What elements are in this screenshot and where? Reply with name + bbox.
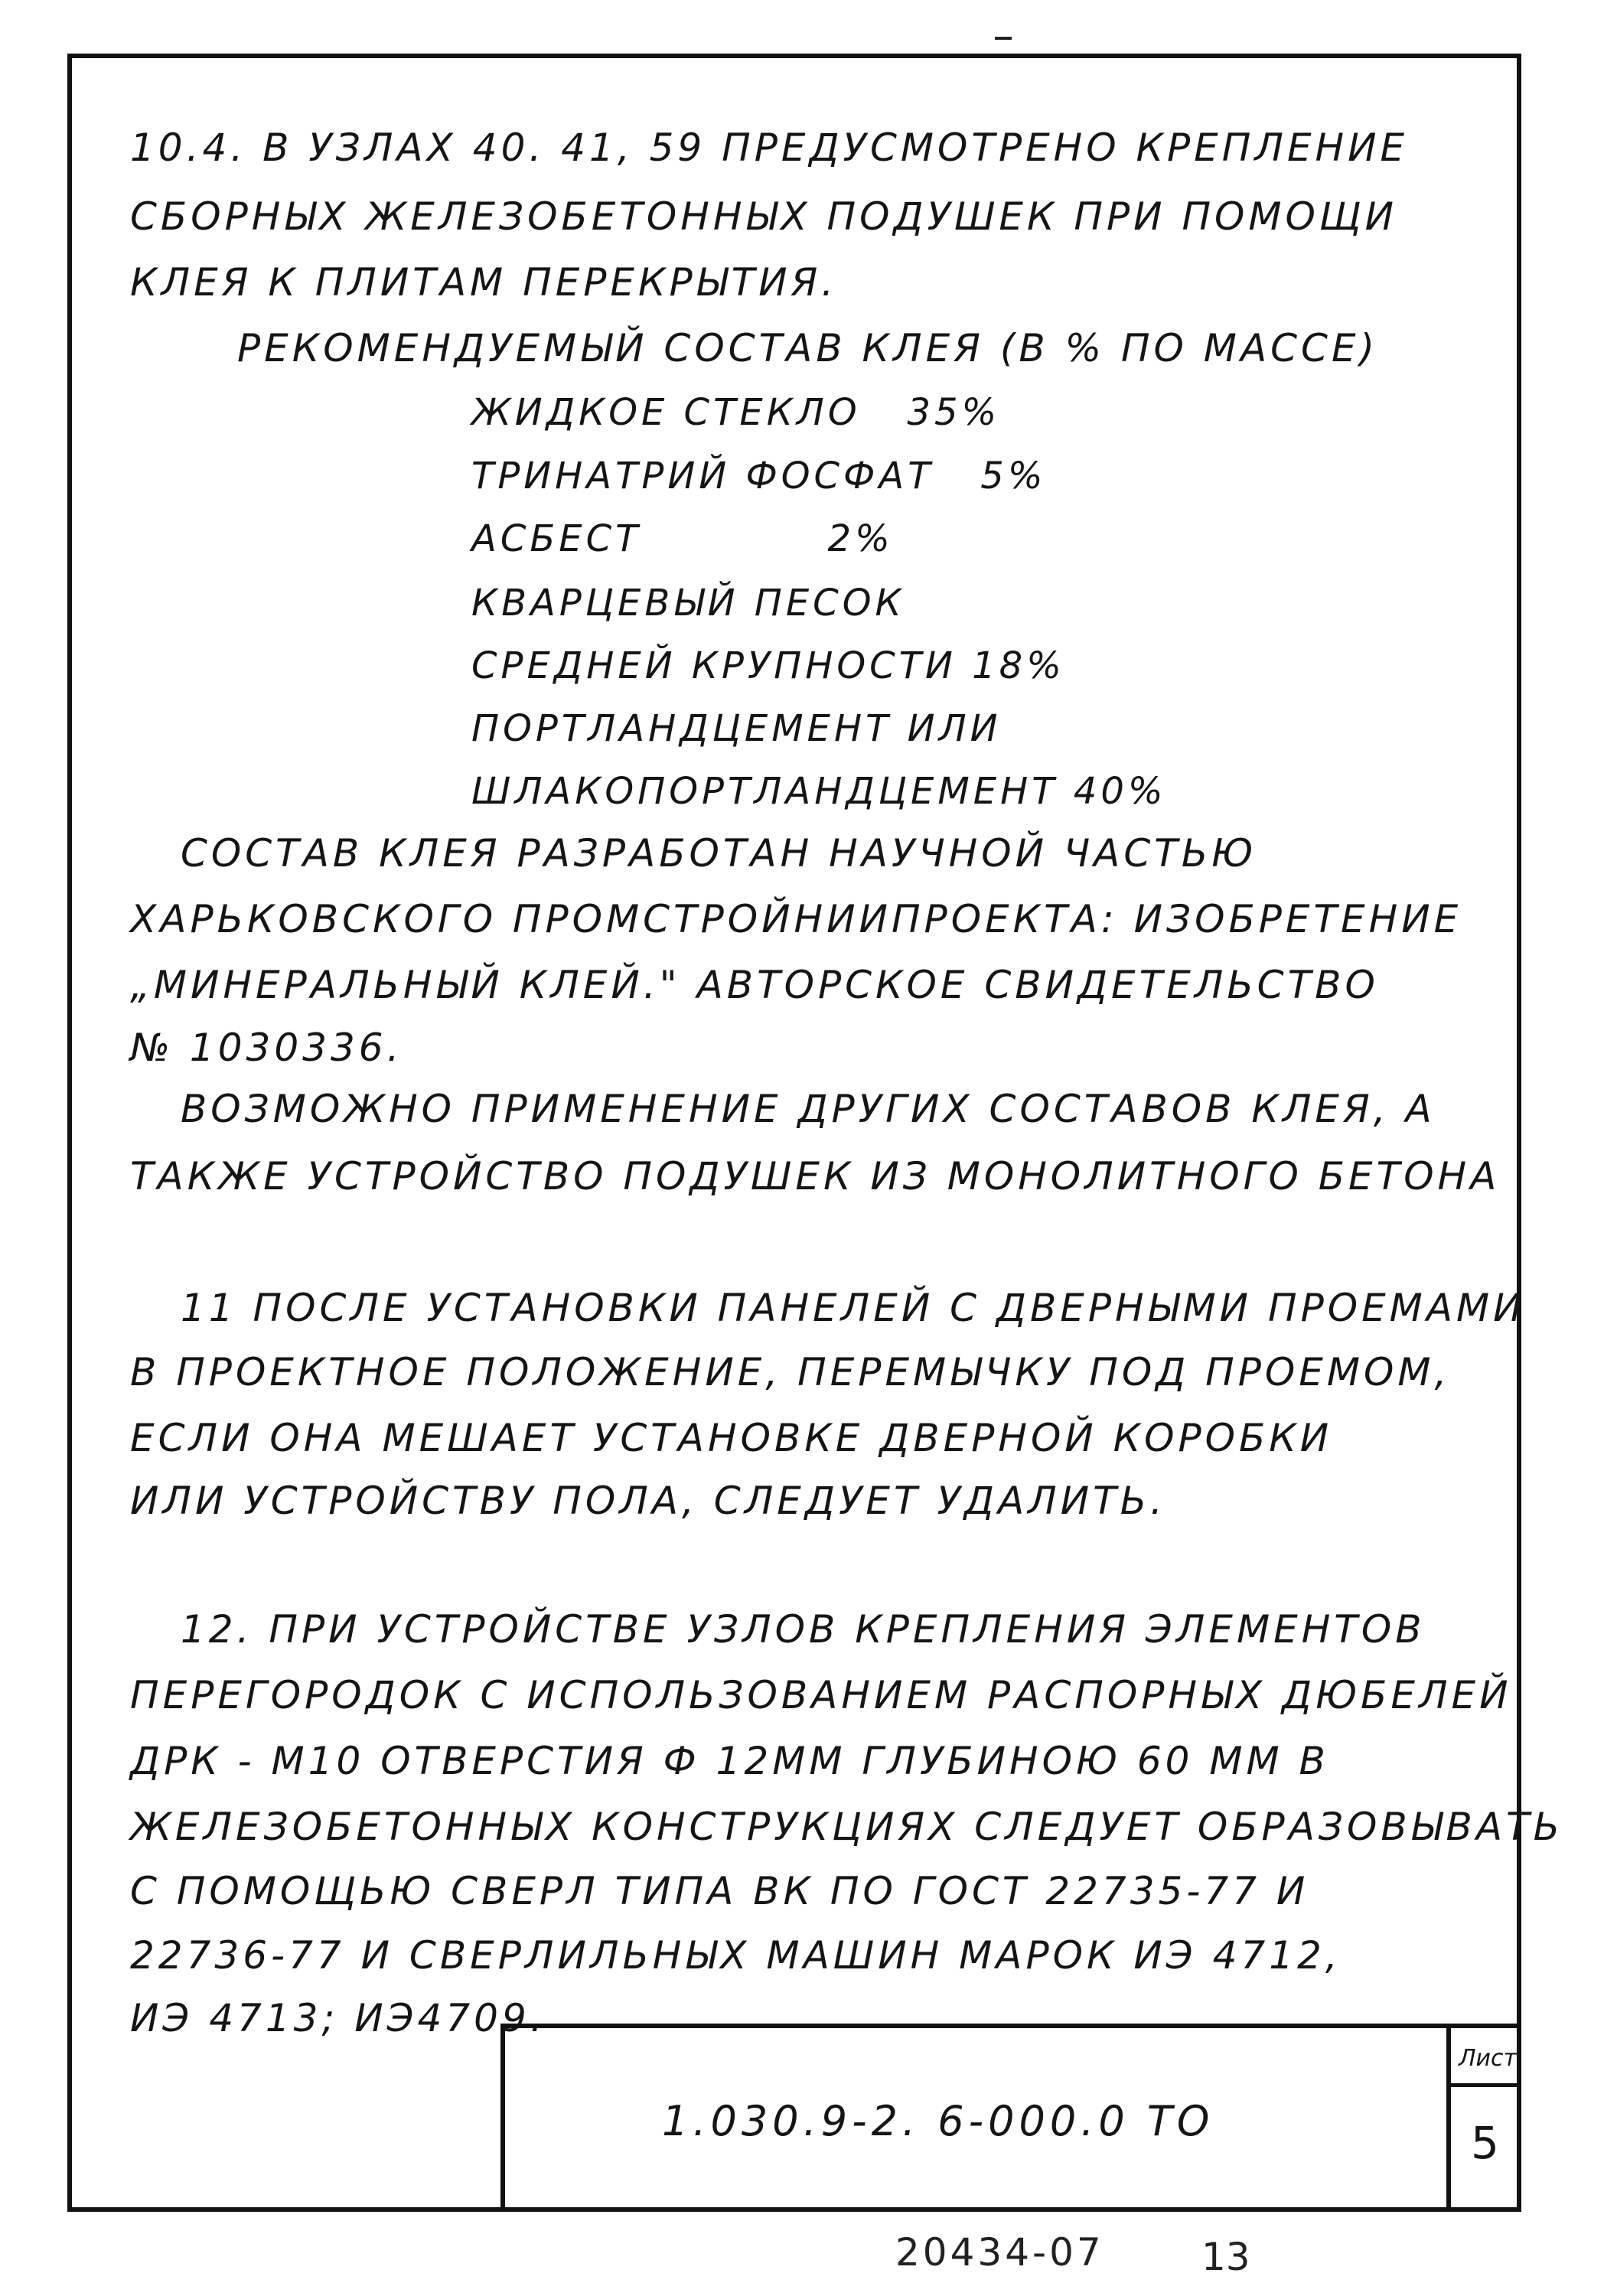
composition-heading: РЕКОМЕНДУЕМЫЙ СОСТАВ КЛЕЯ (В % ПО МАССЕ)	[237, 326, 1379, 370]
sheet-label: Лист	[1459, 2045, 1518, 2072]
composition-item: ТРИНАТРИЙ ФОСФАТ 5%	[471, 455, 1047, 497]
composition-item: ПОРТЛАНДЦЕМЕНТ ИЛИ	[471, 707, 1002, 750]
section-11-line-3: ЕСЛИ ОНА МЕШАЕТ УСТАНОВКЕ ДВЕРНОЙ КОРОБКИ	[130, 1416, 1333, 1460]
sheet-number: 5	[1471, 2117, 1499, 2169]
composition-item: КВАРЦЕВЫЙ ПЕСОК	[471, 582, 905, 625]
author-note-line-3: „МИНЕРАЛЬНЫЙ КЛЕЙ." АВТОРСКОЕ СВИДЕТЕЛЬСТВО	[130, 963, 1379, 1007]
section-11-line-4: ИЛИ УСТРОЙСТВУ ПОЛА, СЛЕДУЕТ УДАЛИТЬ.	[130, 1479, 1166, 1523]
author-note-line-1: СОСТАВ КЛЕЯ РАЗРАБОТАН НАУЧНОЙ ЧАСТЬЮ	[181, 831, 1257, 876]
section-12-line-3: ДРК - М10 ОТВЕРСТИЯ Ф 12ММ ГЛУБИНОЮ 60 ММ В	[130, 1739, 1329, 1783]
section-12-line-6: 22736-77 И СВЕРЛИЛЬНЫХ МАШИН МАРОК ИЭ 4712,	[130, 1933, 1342, 1978]
author-note-line-4: № 1030336.	[130, 1026, 403, 1070]
section-12-line-2: ПЕРЕГОРОДОК С ИСПОЛЬЗОВАНИЕМ РАСПОРНЫХ ДЮБЕЛЕЙ	[130, 1673, 1512, 1717]
section-12-line-1: 12. ПРИ УСТРОЙСТВЕ УЗЛОВ КРЕПЛЕНИЯ ЭЛЕМЕНТОВ	[181, 1607, 1426, 1652]
top-registration-mark	[995, 37, 1012, 40]
title-block	[500, 2024, 1521, 2212]
section-12-line-5: С ПОМОЩЬЮ СВЕРЛ ТИПА ВК ПО ГОСТ 22735-77 И	[130, 1869, 1309, 1913]
composition-item: ЖИДКОЕ СТЕКЛО 35%	[471, 391, 1001, 434]
composition-item: АСБЕСТ 2%	[471, 517, 894, 560]
footer-page-number: 13	[1201, 2235, 1250, 2279]
document-code: 1.030.9-2. 6-000.0 ТО	[662, 2097, 1214, 2145]
section-10-4-line-1: 10.4. В УЗЛАХ 40. 41, 59 ПРЕДУСМОТРЕНО КРЕПЛЕНИЕ	[130, 126, 1409, 170]
alternatives-line-1: ВОЗМОЖНО ПРИМЕНЕНИЕ ДРУГИХ СОСТАВОВ КЛЕЯ, А	[181, 1087, 1436, 1131]
alternatives-line-2: ТАКЖЕ УСТРОЙСТВО ПОДУШЕК ИЗ МОНОЛИТНОГО БЕТОНА	[130, 1154, 1501, 1199]
composition-item: СРЕДНЕЙ КРУПНОСТИ 18%	[471, 644, 1065, 687]
title-block-divider	[1446, 2028, 1451, 2212]
section-10-4-line-3: КЛЕЯ К ПЛИТАМ ПЕРЕКРЫТИЯ.	[130, 260, 838, 305]
section-10-4-line-2: СБОРНЫХ ЖЕЛЕЗОБЕТОННЫХ ПОДУШЕК ПРИ ПОМОЩИ	[130, 194, 1398, 239]
composition-item: ШЛАКОПОРТЛАНДЦЕМЕНТ 40%	[471, 770, 1167, 813]
footer-inventory-number: 20434-07	[895, 2230, 1104, 2275]
sheet-cell-divider	[1451, 2083, 1521, 2087]
author-note-line-2: ХАРЬКОВСКОГО ПРОМСТРОЙНИИПРОЕКТА: ИЗОБРЕТЕНИЕ	[130, 897, 1462, 941]
section-12-line-4: ЖЕЛЕЗОБЕТОННЫХ КОНСТРУКЦИЯХ СЛЕДУЕТ ОБРАЗОВЫВАТЬ	[130, 1805, 1563, 1849]
section-11-line-2: В ПРОЕКТНОЕ ПОЛОЖЕНИЕ, ПЕРЕМЫЧКУ ПОД ПРОЕМОМ,	[130, 1350, 1451, 1394]
section-12-line-7: ИЭ 4713; ИЭ4709.	[130, 1996, 546, 2040]
section-11-line-1: 11 ПОСЛЕ УСТАНОВКИ ПАНЕЛЕЙ С ДВЕРНЫМИ ПРОЕМАМИ	[181, 1286, 1526, 1330]
